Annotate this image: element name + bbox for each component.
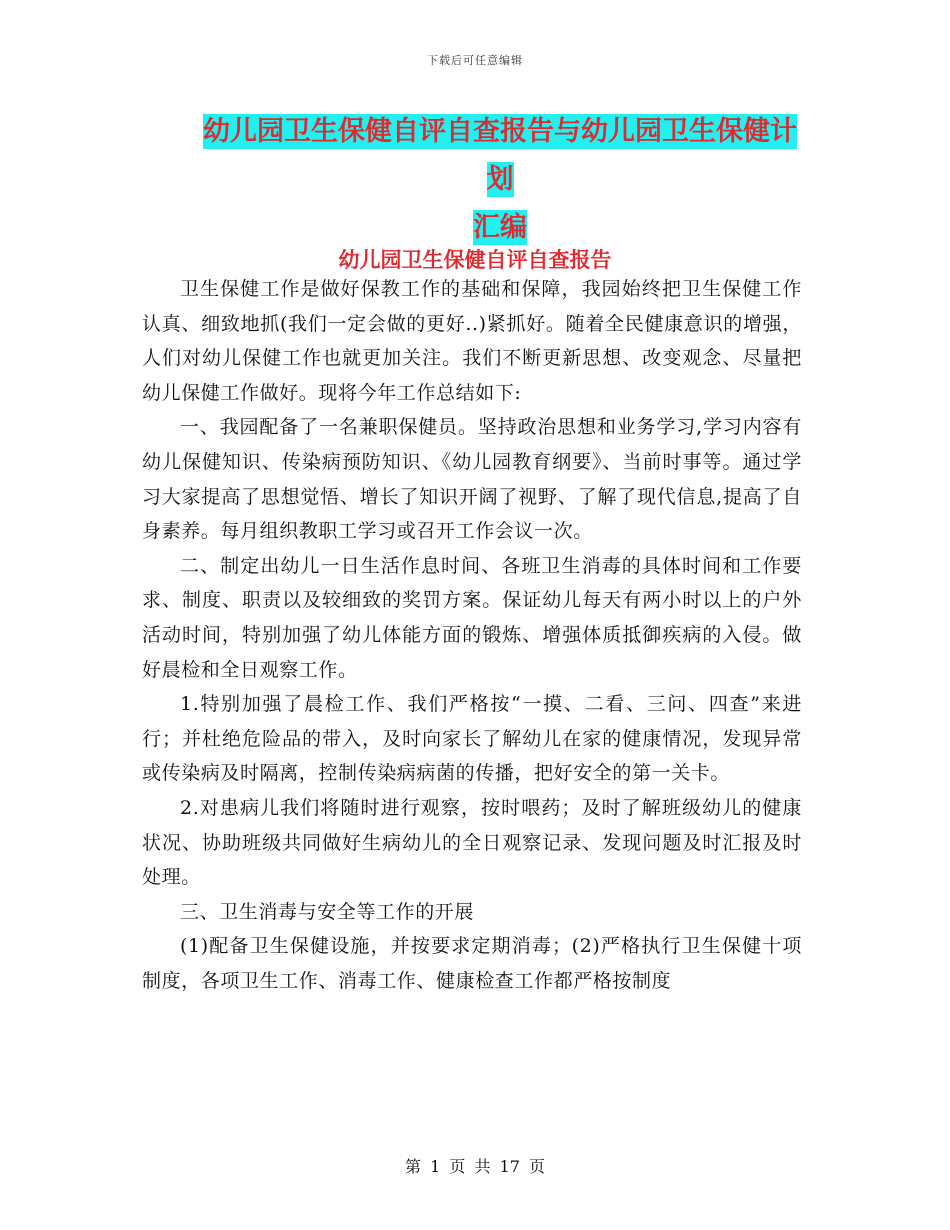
document-title-line-2: 汇编 <box>473 212 527 243</box>
paragraph: 卫生保健工作是做好保教工作的基础和保障，我园始终把卫生保健工作认真、细致地抓(我们一定会做的更好..)紧抓好。随着全民健康意识的增强，人们对幼儿保健工作也就更加关注。我们不断更新思想、改变观念、尽量把幼儿保健工作做好。现将今年工作总结如下: <box>142 278 802 404</box>
paragraph: 一、我园配备了一名兼职保健员。坚持政治思想和业务学习,学习内容有幼儿保健知识、传染病预防知识、《幼儿园教育纲要》、当前时事等。通过学习大家提高了思想觉悟、增长了知识开阔了视野、了解了现代信息,提高了自身素养。每月组织教职工学习或召开工作会议一次。 <box>142 416 802 543</box>
header-note: 下载后可任意编辑 <box>427 54 523 67</box>
document-body <box>142 272 802 998</box>
paragraph: 1.特别加强了晨检工作、我们严格按“一摸、二看、三问、四查”来进行；并杜绝危险品的带入，及时向家长了解幼儿在家的健康情况，发现异常或传染病及时隔离，控制传染病病菌的传播，把好安全的第一关卡。 <box>142 693 802 785</box>
document-title-line-1: 幼儿园卫生保健自评自查报告与幼儿园卫生保健计划 <box>203 116 797 195</box>
page-footer: 第 1 页 共 17 页 <box>405 1157 545 1176</box>
document-title <box>190 108 810 252</box>
paragraph: 三、卫生消毒与安全等工作的开展 <box>180 900 475 923</box>
paragraph: 二、制定出幼儿一日生活作息时间、各班卫生消毒的具体时间和工作要求、制度、职责以及较细致的奖罚方案。保证幼儿每天有两小时以上的户外活动时间，特别加强了幼儿体能方面的锻炼、增强体质抵御疾病的入侵。做好晨检和全日观察工作。 <box>142 554 802 681</box>
paragraph: (1)配备卫生保健设施，并按要求定期消毒；(2)严格执行卫生保健十项制度，各项卫生工作、消毒工作、健康检查工作都严格按制度 <box>142 935 802 992</box>
section-title: 幼儿园卫生保健自评自查报告 <box>338 248 612 272</box>
paragraph: 2.对患病儿我们将随时进行观察，按时喂药；及时了解班级幼儿的健康状况、协助班级共同做好生病幼儿的全日观察记录、发现问题及时汇报及时处理。 <box>142 796 802 889</box>
